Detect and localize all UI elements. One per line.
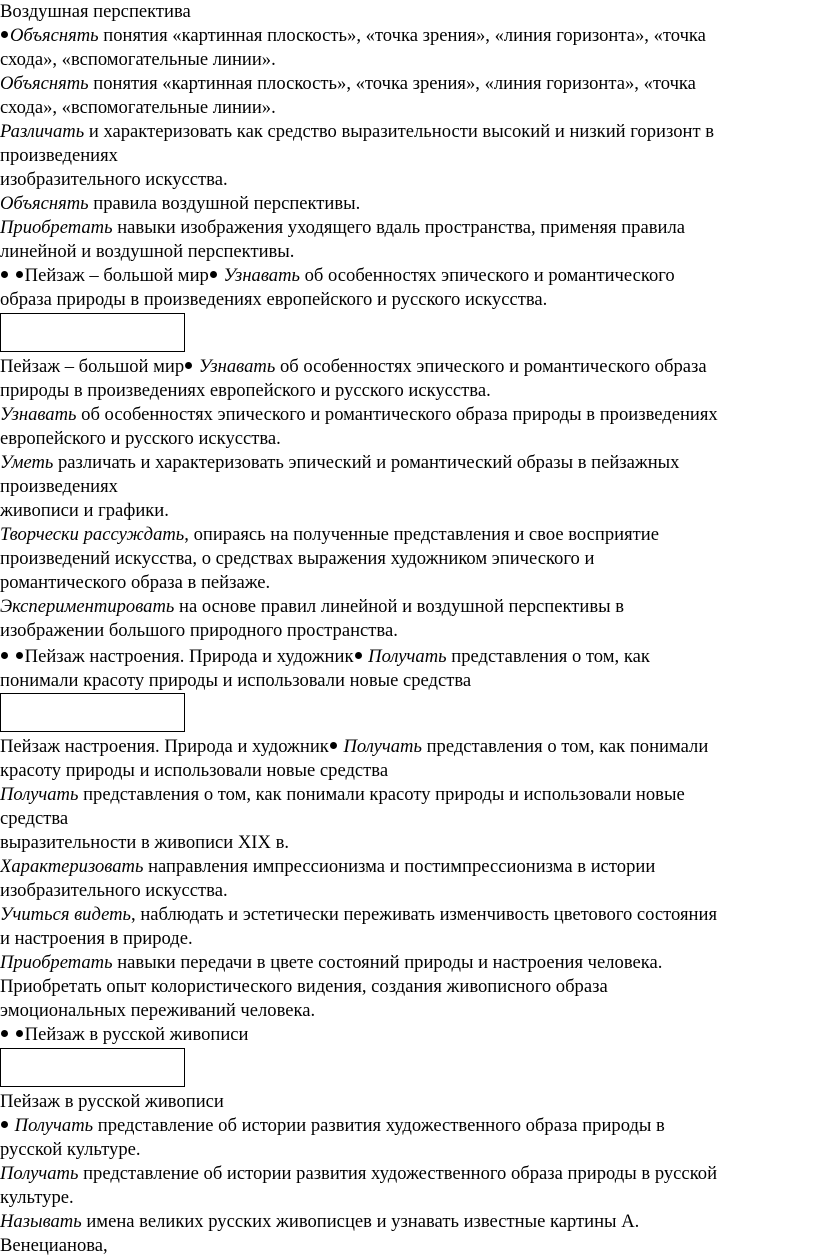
bullet-icon (1, 1121, 8, 1128)
bullet-icon (1, 31, 8, 38)
text-line: Объяснять правила воздушной перспективы. (0, 193, 361, 214)
empty-table-cell (0, 1048, 185, 1087)
text-line: природы в произведениях европейского и русского искусства. (0, 380, 491, 401)
text-line: Объяснять понятия «картинная плоскость», «точка зрения», «линия горизонта», «точка (0, 24, 706, 48)
text-line: схода», «вспомогательные линии». (0, 97, 276, 118)
text-line: Приобретать навыки передачи в цвете состояний природы и настроения человека. (0, 952, 663, 973)
text-line: Творчески рассуждать, опираясь на полученные представления и свое восприятие (0, 524, 660, 545)
text-line: произведениях (0, 476, 118, 497)
text-line: Получать представления о том, как понимали красоту природы и использовали новые (0, 784, 685, 805)
text-line: произведениях (0, 145, 118, 166)
topic-heading: Пейзаж в русской живописи (0, 1091, 224, 1112)
text-line: красоту природы и использовали новые средства (0, 760, 389, 781)
bullet-icon (330, 742, 337, 749)
empty-table-cell (0, 313, 185, 352)
text-line: средства (0, 808, 69, 829)
text-line: Экспериментировать на основе правил линейной и воздушной перспективы в (0, 596, 625, 617)
text-line: выразительности в живописи XIX в. (0, 832, 289, 853)
text-line: живописи и графики. (0, 500, 169, 521)
bullet-icon (210, 271, 217, 278)
bullet-icon (16, 652, 23, 659)
text-line: эмоциональных переживаний человека. (0, 1000, 316, 1021)
bullet-icon (185, 362, 192, 369)
text-line: русской культуре. (0, 1139, 141, 1160)
text-line: европейского и русского искусства. (0, 428, 281, 449)
text-line: изобразительного искусства. (0, 880, 228, 901)
topic-heading: Пейзаж настроения. Природа и художник Получать представления о том, как понимали (0, 736, 709, 757)
text-line: культуре. (0, 1187, 74, 1208)
text-line: произведений искусства, о средствах выражения художником эпического и (0, 548, 595, 569)
text-line: схода», «вспомогательные линии». (0, 49, 276, 70)
text-line: Получать представление об истории развития художественного образа природы в русской (0, 1163, 718, 1184)
topic-heading: Пейзаж – большой мир Узнавать об особенностях эпического и романтического образа (0, 356, 707, 377)
text-line: и настроения в природе. (0, 928, 193, 949)
bullet-icon (16, 1030, 23, 1037)
text-line: романтического образа в пейзаже. (0, 572, 271, 593)
text-line: образа природы в произведениях европейского и русского искусства. (0, 289, 548, 310)
text-line: Объяснять понятия «картинная плоскость», «точка зрения», «линия горизонта», «точка (0, 73, 696, 94)
text-line: Венецианова, (0, 1235, 108, 1256)
text-line: Учиться видеть, наблюдать и эстетически переживать изменчивость цветового состояния (0, 904, 717, 925)
text-line: изобразительного искусства. (0, 169, 228, 190)
text-line: Получать представление об истории развития художественного образа природы в (0, 1114, 665, 1138)
text-line: изображении большого природного пространства. (0, 620, 398, 641)
text-line: Различать и характеризовать как средство выразительности высокий и низкий горизонт в (0, 121, 715, 142)
text-line: Приобретать опыт колористического видения, создания живописного образа (0, 976, 608, 997)
topic-line: Пейзаж – большой мир Узнавать об особенностях эпического и романтического (0, 264, 675, 288)
topic-line: Пейзаж в русской живописи (0, 1023, 249, 1047)
text-line: понимали красоту природы и использовали новые средства (0, 670, 472, 691)
text-line: Приобретать навыки изображения уходящего вдаль пространства, применяя правила (0, 217, 685, 238)
topic-line: Пейзаж настроения. Природа и художник Получать представления о том, как (0, 645, 650, 669)
bullet-icon (1, 652, 8, 659)
section-heading: Воздушная перспектива (0, 1, 191, 22)
text-line: Называть имена великих русских живописцев и узнавать известные картины А. (0, 1211, 640, 1232)
empty-table-cell (0, 693, 185, 732)
text-line: линейной и воздушной перспективы. (0, 241, 295, 262)
text-line: Уметь различать и характеризовать эпический и романтический образы в пейзажных (0, 452, 680, 473)
text-line: Узнавать об особенностях эпического и романтического образа природы в произведениях (0, 404, 718, 425)
bullet-icon (355, 652, 362, 659)
bullet-icon (16, 271, 23, 278)
bullet-icon (1, 271, 8, 278)
bullet-icon (1, 1030, 8, 1037)
text-line: Характеризовать направления импрессионизма и постимпрессионизма в истории (0, 856, 656, 877)
